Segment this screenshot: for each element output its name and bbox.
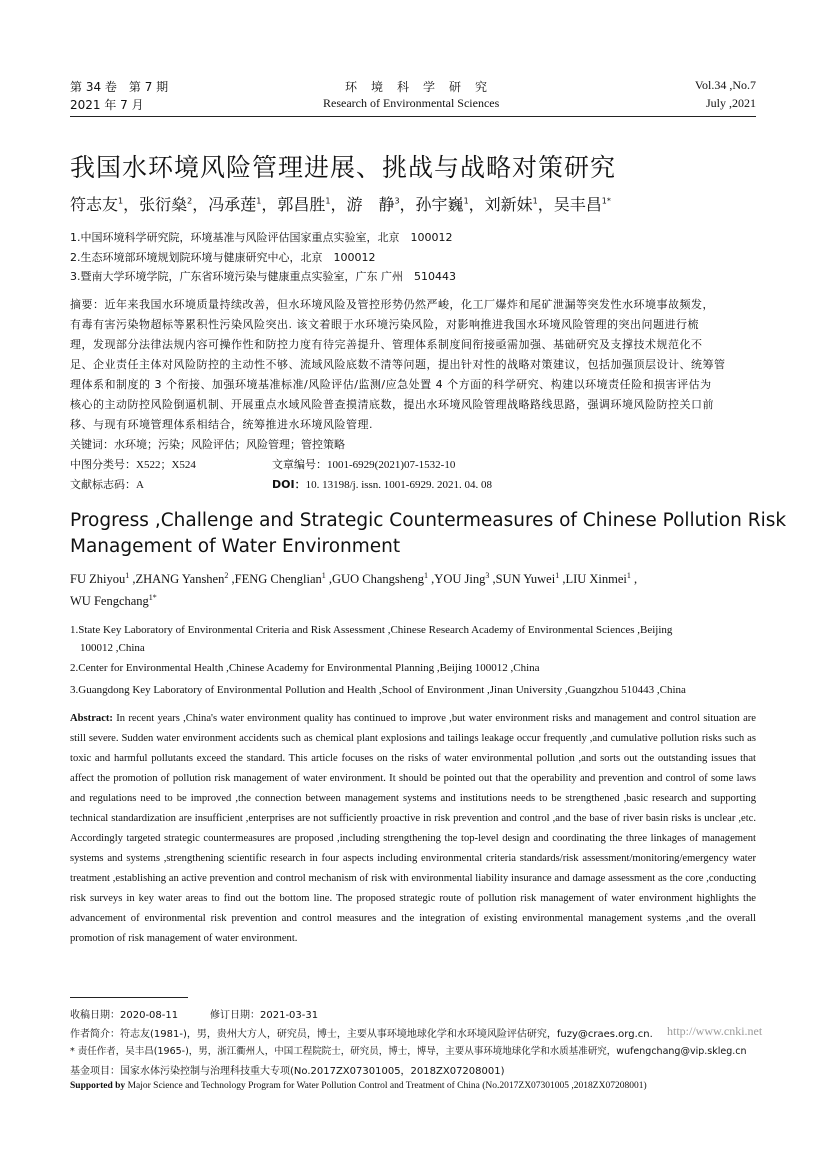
volume-en: Vol.34 ,No.7 [694, 78, 756, 92]
keywords-cn: 关键词：水环境；污染；风险评估；风险管理；管控策略 [70, 438, 345, 451]
footnote-rule [70, 997, 188, 998]
article-number: 文章编号：1001-6929(2021)07-1532-10 [272, 458, 456, 471]
abstract-cn-label: 摘要： [70, 298, 105, 311]
abstract-cn-line: 理，发现部分法律法规内容可操作性和防控力度有待完善提升、管理体系制度间衔接亟需加强、基础研究及支撑技术规范化不 [70, 338, 703, 351]
header-rule [70, 116, 756, 117]
author-cn: ，冯承莲$^1$ [192, 195, 262, 214]
corresponding-author: * 责任作者，吴丰昌(1965-)，男，浙江衢州人，中国工程院院士，研究员，博士，博导，主要从事环境地球化学和水质基准研究，wufengchang@vip.skleg.cn [70, 1046, 747, 1057]
revised-date: 修订日期：2021-03-31 [210, 1010, 319, 1021]
author-bio: 作者简介：符志友(1981-)，男，贵州大方人，研究员，博士，主要从事环境地球化学和水环境风险评估研究，fuzy@craes.org.cn. [70, 1029, 653, 1040]
clc-number: 中图分类号：X522；X524 [70, 458, 196, 471]
affiliation-cn-2: 2.生态环境部环境规划院环境与健康研究中心，北京 100012 [70, 251, 376, 264]
date-cn: 2021 年 7 月 [70, 98, 144, 112]
doi: DOI：10. 13198/j. issn. 1001-6929. 2021. 04. 08 [272, 478, 492, 491]
authors-en [70, 572, 637, 587]
abstract-cn-line: 足、企业责任主体对风险防控的主动性不够、流域风险底数不清等问题，提出针对性的战略对策建议，包括加强顶层设计、统筹管 [70, 358, 726, 371]
author-cn: ，吴丰昌$^{1*}$ [537, 195, 611, 214]
journal-cn: 环 境 科 学 研 究 [345, 80, 489, 94]
affiliation-en-1-cont: 100012 ,China [80, 642, 145, 654]
author-cn: 符志友$^1$ [70, 195, 124, 214]
abstract-en-label: Abstract: [70, 713, 113, 724]
funding-en: Supported by Major Science and Technology Program for Water Pollution Control and Treatment of China (No.2017ZX07301005 ,2018ZX07208001) [70, 1081, 647, 1091]
author-cn: ，孙宇巍$^1$ [399, 195, 469, 214]
author-cn: ，张衍燊$^2$ [123, 195, 193, 214]
volume-cn: 第 34 卷 第 7 期 [70, 80, 169, 94]
author-en: ,FENG Chenglian$^1$ [228, 570, 326, 586]
abstract-cn-line: 有毒有害污染物超标等累积性污染风险突出. 该文着眼于水环境污染风险，对影响推进我国水环境风险管理的突出问题进行梳 [70, 318, 699, 331]
abstract-en: Abstract: In recent years ,China's water environment quality has continued to improve ,but water environment risks and management and control situation are still severe. Sudden water environment accidents such as chemical plant explosions and tailings leakage occur frequently ,and cumulative pollution risks such as toxic and harmful pollutants exceed the standard. This article focuses on the risks of water environmental pollution ,and sorts out the outstanding issues that affect the promotion of pollution risk management of water environment. It should be pointed out that the operability and prevention and control of some laws and regulations need to be improved ,the connection between management systems and institutions needs to be strengthened ,basic research and supporting technical standardization are insufficient ,enterprises are not sufficiently proactive in risk prevention and control ,and the base of river basin risks is unclear ,etc. Accordingly targeted strategic countermeasures are proposed ,including strengthening the top-level design and coordinating the three linkages of management systems and systems ,strengthening scientific research in four aspects including environmental criteria standards/risk assessment/monitoring/emergency water treatment ,establishing an active prevention and control mechanism of risk with environmental liability insurance and damage assessment as the core ,conducting risk surveys in key water areas to find out the bottom line. The proposed strategic route of pollution risk management of water environment highlights the advancement of environmental risk prevention and control measures and the integration of existing environmental management systems ,and the overall promotion of risk management of water environment. [70, 713, 757, 944]
author-en: ,YOU Jing$^3$ [428, 570, 490, 586]
page-title-en-line-1: Progress ,Challenge and Strategic Countermeasures of Chinese Pollution Risk [70, 510, 787, 531]
author-cn: ，郭昌胜$^1$ [261, 195, 331, 214]
affiliation-en-1: 1.State Key Laboratory of Environmental Criteria and Risk Assessment ,Chinese Research Academy of Environmental Sciences ,Beijing [70, 624, 673, 636]
affiliation-cn-1: 1.中国环境科学研究院，环境基准与风险评估国家重点实验室，北京 100012 [70, 231, 453, 244]
received-date: 收稿日期：2020-08-11 [70, 1010, 179, 1021]
watermark: http://www.cnki.net [667, 1024, 763, 1038]
page-title-en-line-2: Management of Water Environment [70, 536, 401, 557]
author-en: ,SUN Yuwei$^1$ [489, 570, 560, 586]
affiliation-en-2: 2.Center for Environmental Health ,Chinese Academy for Environmental Planning ,Beijing 100012 ,China [70, 662, 540, 674]
author-en: ,GUO Changsheng$^1$ [325, 570, 429, 586]
date-en: July ,2021 [705, 96, 756, 110]
affiliation-en-3: 3.Guangdong Key Laboratory of Environmental Pollution and Health ,School of Environment ,Jinan University ,Guangzhou 510443 ,China [70, 684, 686, 696]
journal-en: Research of Environmental Sciences [323, 96, 500, 110]
abstract-cn-line: 移、与现有环境管理体系相结合，统筹推进水环境风险管理. [70, 418, 373, 431]
author-en: ,ZHANG Yanshen$^2$ [129, 570, 229, 586]
abstract-cn-line: 核心的主动防控风险倒逼机制、开展重点水域风险普查摸清底数，提出水环境风险管理战略路线思路，强调环境风险防控关口前 [70, 398, 714, 411]
affiliation-cn-3: 3.暨南大学环境学院，广东省环境污染与健康重点实验室，广东 广州 510443 [70, 270, 456, 283]
author-en: WU Fengchang$^{1*}$ [70, 592, 157, 608]
author-en: ,LIU Xinmei$^1$ [559, 570, 631, 586]
author-en: FU Zhiyou$^1$ [70, 570, 130, 586]
author-cn: ，游 静$^3$ [330, 195, 400, 214]
abstract-cn-line: 摘要：近年来我国水环境质量持续改善，但水环境风险及管控形势仍然严峻，化工厂爆炸和尾矿泄漏等突发性水环境事故频发， [70, 298, 714, 311]
abstract-cn-line: 理体系和制度的 3 个衔接、加强环境基准标准/风险评估/监测/应急处置 4 个方面的科学研究、构建以环境责任险和损害评估为 [70, 378, 712, 391]
document-code: 文献标志码：A [70, 478, 144, 491]
page-title-cn: 我国水环境风险管理进展、挑战与战略对策研究 [70, 153, 617, 182]
author-en: , [630, 572, 638, 586]
authors-cn [70, 192, 611, 215]
funding-cn: 基金项目：国家水体污染控制与治理科技重大专项(No.2017ZX07301005，2018ZX07208001) [70, 1066, 505, 1077]
author-cn: ，刘新妹$^1$ [468, 195, 538, 214]
